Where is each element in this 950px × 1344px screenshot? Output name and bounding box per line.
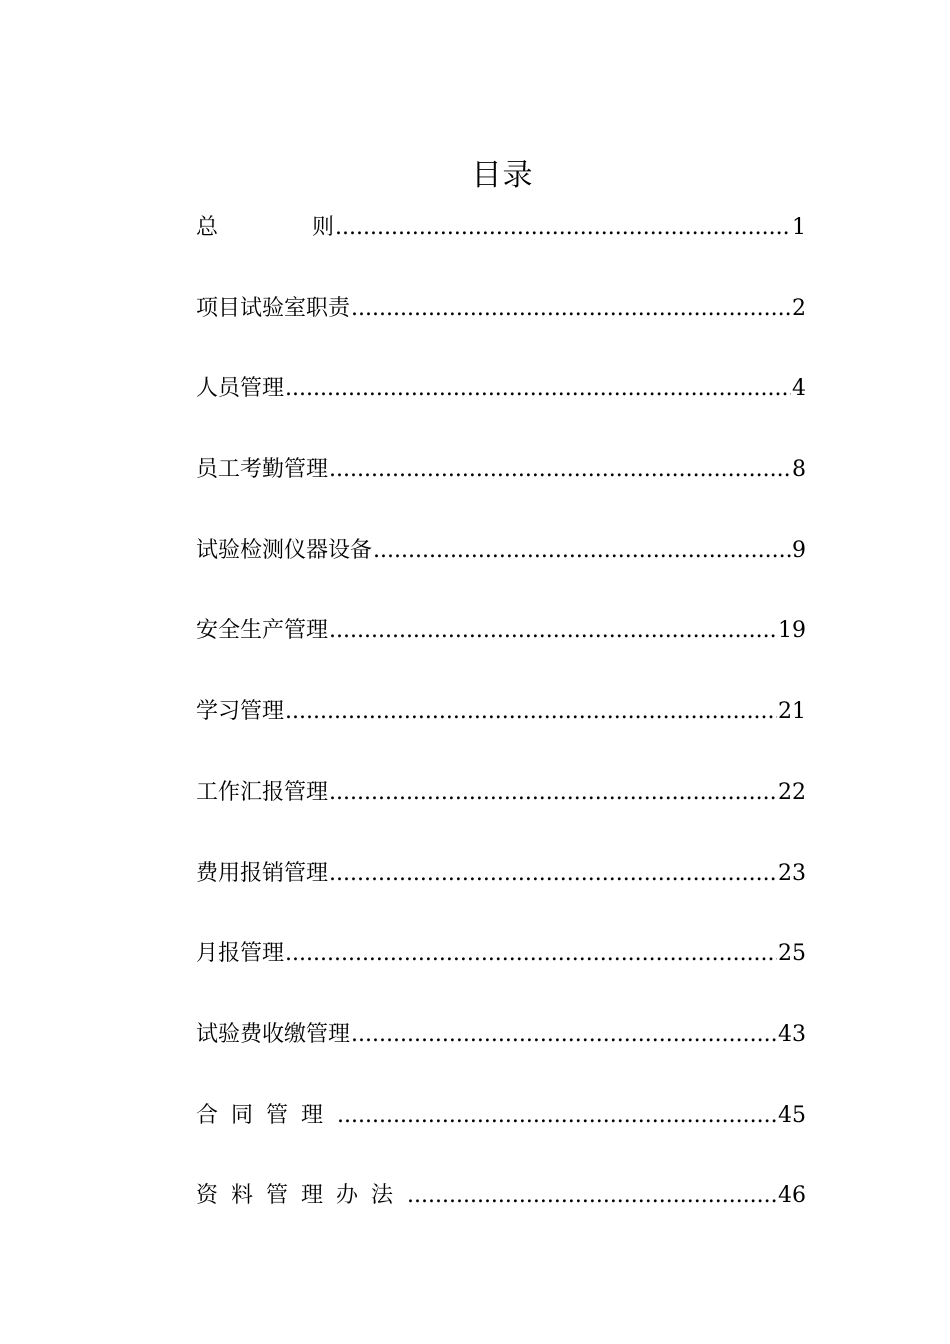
toc-page-number: 25 [778,941,806,967]
toc-entry-label: 总 则 [196,215,334,240]
toc-entry-label: 资料管理办法 [196,1183,407,1209]
toc-entry-attendance[interactable] [196,452,806,533]
toc-page-number: 4 [792,376,806,402]
toc-dot-leader [373,533,791,569]
toc-entry-equipment[interactable] [196,533,806,614]
toc-entry-label: 试验检测仪器设备 [196,537,373,563]
toc-dot-leader [285,694,777,730]
toc-entry-safety[interactable] [196,613,806,694]
toc-dot-leader [335,210,791,246]
toc-entry-label: 员工考勤管理 [196,457,329,483]
toc-entry-contracts[interactable] [196,1098,806,1179]
toc-entry-label: 费用报销管理 [196,860,329,886]
toc-entry-personnel[interactable] [196,371,806,452]
toc-page-number: 1 [792,215,806,240]
toc-entry-general-rules[interactable] [196,210,806,291]
toc-page-number: 43 [778,1021,806,1047]
toc-entry-label: 合同管理 [196,1102,337,1128]
toc-dot-leader [329,452,791,488]
toc-entry-records[interactable] [196,1178,806,1259]
toc-dot-leader [285,371,791,407]
toc-dot-leader [285,936,777,972]
toc-page-number: 9 [792,537,806,563]
toc-page-number: 19 [778,618,806,644]
toc-dot-leader [329,856,777,892]
toc-dot-leader [329,613,777,649]
toc-page-number: 22 [778,779,806,805]
toc-entry-monthly-report[interactable] [196,936,806,1017]
toc-entry-label: 月报管理 [196,941,285,967]
toc-dot-leader [351,291,791,327]
toc-dot-leader [329,775,777,811]
toc-page-number: 23 [778,860,806,886]
toc-entry-learning[interactable] [196,694,806,775]
table-of-contents [196,210,806,1259]
toc-entry-test-fees[interactable] [196,1017,806,1098]
toc-entry-lab-duties[interactable] [196,291,806,372]
toc-entry-label: 人员管理 [196,376,285,402]
toc-page-number: 21 [778,699,806,725]
toc-entry-label: 试验费收缴管理 [196,1021,351,1047]
toc-page-number: 8 [792,457,806,483]
toc-dot-leader [351,1017,777,1053]
toc-page-number: 2 [792,295,806,321]
toc-dot-leader [337,1098,777,1134]
toc-entry-expenses[interactable] [196,856,806,937]
toc-entry-label: 工作汇报管理 [196,779,329,805]
toc-entry-label: 安全生产管理 [196,618,329,644]
toc-entry-label: 学习管理 [196,699,285,725]
toc-entry-label: 项目试验室职责 [196,295,351,321]
toc-entry-reporting[interactable] [196,775,806,856]
toc-page-number: 46 [778,1183,806,1209]
toc-page-number: 45 [778,1102,806,1128]
toc-title: 目录 [471,158,534,193]
toc-dot-leader [407,1178,777,1214]
